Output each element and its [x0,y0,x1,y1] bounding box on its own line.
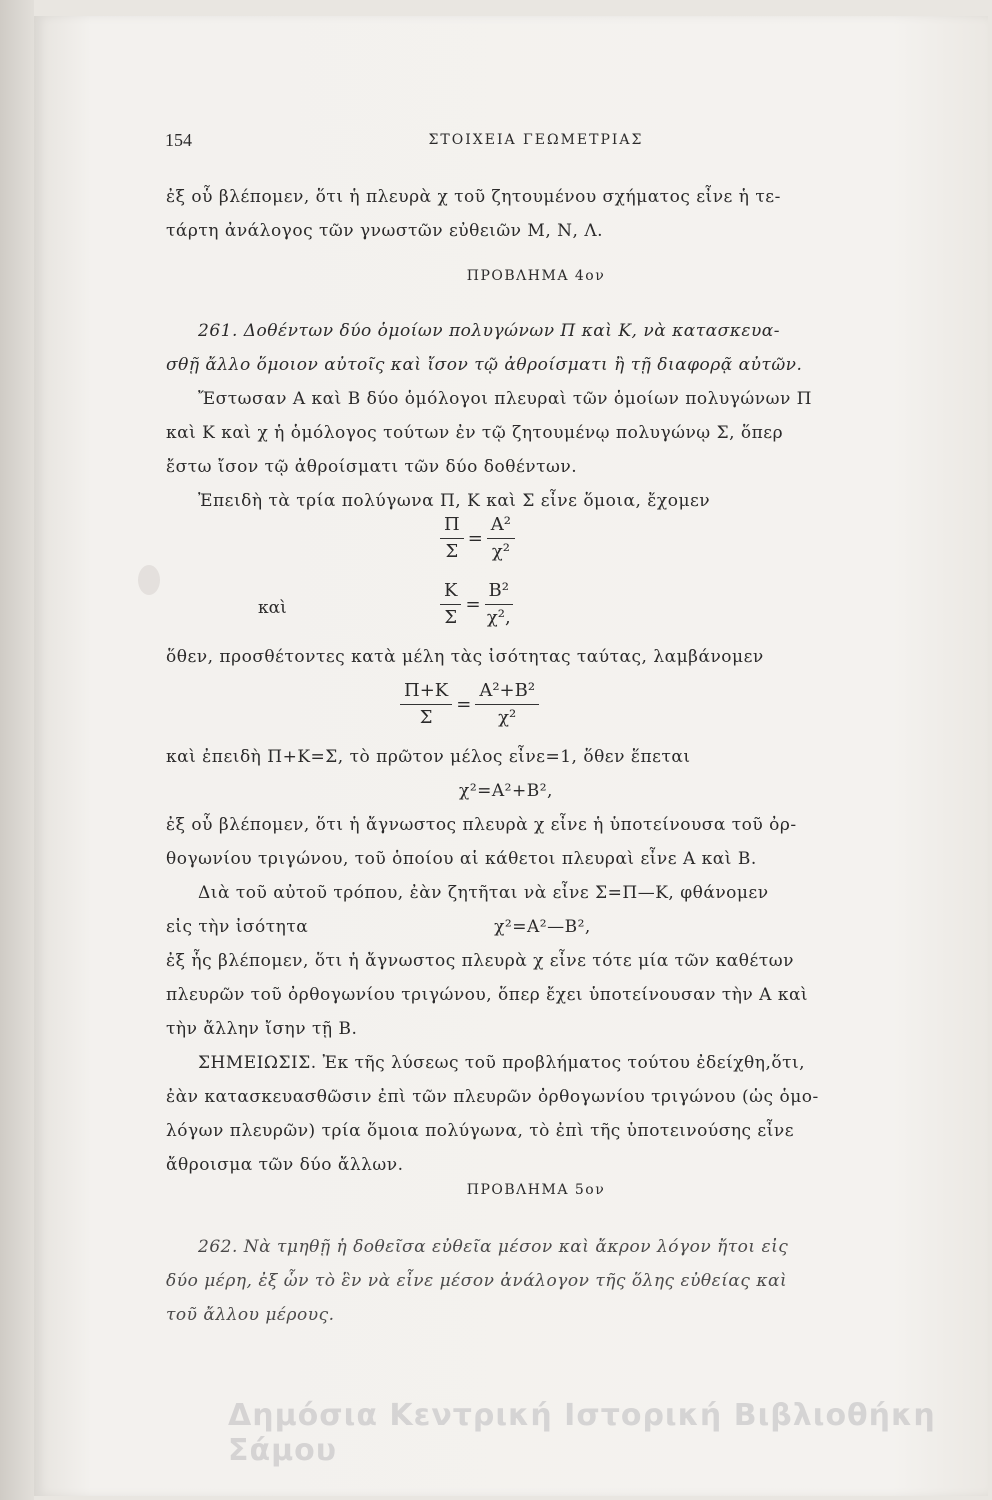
numerator: Α²+Β² [475,678,539,705]
equation-2 [440,578,513,631]
text-line: Διὰ τοῦ αὐτοῦ τρόπου, ἐὰν ζητῆται νὰ εἶνε Σ=Π—Κ, φθάνομεν [198,883,769,903]
equation-5: χ²=Α²—Β², [494,917,591,937]
problem-4-heading: ΠΡΟΒΛΗΜΑ 4ον [466,268,606,284]
text-fragment: εἰς τὴν ἰσότητα [166,917,309,937]
statement-line: σθῇ ἄλλο ὅμοιον αὐτοῖς καὶ ἴσον τῷ ἀθροίσματι ἢ τῇ διαφορᾷ αὐτῶν. [166,355,803,375]
text-line: ἐξ οὗ βλέπομεν, ὅτι ἡ πλευρὰ χ τοῦ ζητουμένου σχήματος εἶνε ἡ τε- [166,187,781,207]
numerator: Κ [440,578,461,605]
equation-4: χ²=Α²+Β², [459,781,553,801]
problem-5-heading: ΠΡΟΒΛΗΜΑ 5ον [466,1182,606,1198]
numerator: Β² [485,578,513,605]
problem-4-statement [166,314,906,518]
statement-line: 262. Νὰ τμηθῇ ἡ δοθεῖσα εὐθεῖα μέσον καὶ ἄκρον λόγον ἤτοι εἰς [198,1237,789,1257]
equals-sign: = [467,528,483,549]
text-line: πλευρῶν τοῦ ὀρθογωνίου τριγώνου, ὅπερ ἔχει ὑποτείνουσαν τὴν Α καὶ [166,985,809,1005]
text-line: τὴν ἄλλην ἴσην τῇ Β. [166,1019,358,1039]
page-header [165,130,907,160]
equals-sign: = [456,694,472,715]
library-watermark: Δημόσια Κεντρική Ιστορική Βιβλιοθήκη Σάμου [228,1398,936,1468]
note-line: ἄθροισμα τῶν δύο ἄλλων. [166,1155,404,1175]
fraction [440,512,464,565]
text-line: ὅθεν, προσθέτοντες κατὰ μέλη τὰς ἰσότητας ταύτας, λαμβάνομεν [166,647,764,667]
paragraph-4 [166,740,906,1182]
fraction [485,578,513,631]
book-gutter [0,0,34,1500]
numerator: Π+Κ [400,678,452,705]
text-line: θογωνίου τριγώνου, τοῦ ὁποίου αἱ κάθετοι πλευραὶ εἶνε Α καὶ Β. [166,849,757,869]
equation-1 [440,512,515,565]
fraction [487,512,515,565]
denominator: Σ [444,607,458,628]
kai-label: καὶ [258,598,287,618]
text-line: καὶ ἐπειδὴ Π+Κ=Σ, τὸ πρῶτον μέλος εἶνε=1, ὅθεν ἕπεται [166,747,691,767]
equals-sign: = [465,594,481,615]
text-line: Ἔστωσαν Α καὶ Β δύο ὁμόλογοι πλευραὶ τῶν ὁμοίων πολυγώνων Π [198,389,813,409]
paragraph-3 [166,640,906,674]
fraction [400,678,452,731]
text-line: ἔστω ἴσον τῷ ἀθροίσματι τῶν δύο δοθέντων. [166,457,578,477]
text-line: Ἐπειδὴ τὰ τρία πολύγωνα Π, Κ καὶ Σ εἶνε ὅμοια, ἔχομεν [198,491,711,511]
numerator: Α² [487,512,515,539]
text-line: ἐξ ἧς βλέπομεν, ὅτι ἡ ἄγνωστος πλευρὰ χ εἶνε τότε μία τῶν καθέτων [166,951,794,971]
fraction [440,578,461,631]
running-title: ΣΤΟΙΧΕΙΑ ΓΕΩΜΕΤΡΙΑΣ [428,132,644,148]
page-stain [138,565,160,595]
note-line: ΣΗΜΕΙΩΣΙΣ. Ἐκ τῆς λύσεως τοῦ προβλήματος τούτου ἐδείχθη,ὅτι, [198,1053,806,1073]
note-line: ἐὰν κατασκευασθῶσιν ἐπὶ τῶν πλευρῶν ὀρθογωνίου τριγώνου (ὡς ὁμο- [166,1087,819,1107]
statement-line: 261. Δοθέντων δύο ὁμοίων πολυγώνων Π καὶ Κ, νὰ κατασκευα- [198,321,781,341]
problem-5-statement [166,1230,906,1332]
text-line: καὶ Κ καὶ χ ἡ ὁμόλογος τούτων ἐν τῷ ζητουμένῳ πολυγώνῳ Σ, ὅπερ [166,423,784,443]
denominator: Σ [419,707,433,728]
text-line: τάρτη ἀνάλογος τῶν γνωστῶν εὐθειῶν Μ, Ν, Λ. [166,221,603,241]
statement-line: δύο μέρη, ἐξ ὧν τὸ ἓν νὰ εἶνε μέσον ἀνάλογον τῆς ὅλης εὐθείας καὶ [166,1271,788,1291]
text-line: ἐξ οὗ βλέπομεν, ὅτι ἡ ἄγνωστος πλευρὰ χ εἶνε ἡ ὑποτείνουσα τοῦ ὀρ- [166,815,797,835]
intro-paragraph [166,180,906,248]
text-line [166,910,906,944]
denominator: χ², [486,607,511,628]
denominator: χ² [498,707,517,728]
denominator: Σ [445,541,459,562]
statement-line: τοῦ ἄλλου μέρους. [166,1305,335,1325]
fraction [475,678,539,731]
equation-3 [400,678,539,731]
note-line: λόγων πλευρῶν) τρία ὅμοια πολύγωνα, τὸ ἐπὶ τῆς ὑποτεινούσης εἶνε [166,1121,795,1141]
denominator: χ² [491,541,510,562]
page-number: 154 [165,130,192,150]
numerator: Π [440,512,464,539]
